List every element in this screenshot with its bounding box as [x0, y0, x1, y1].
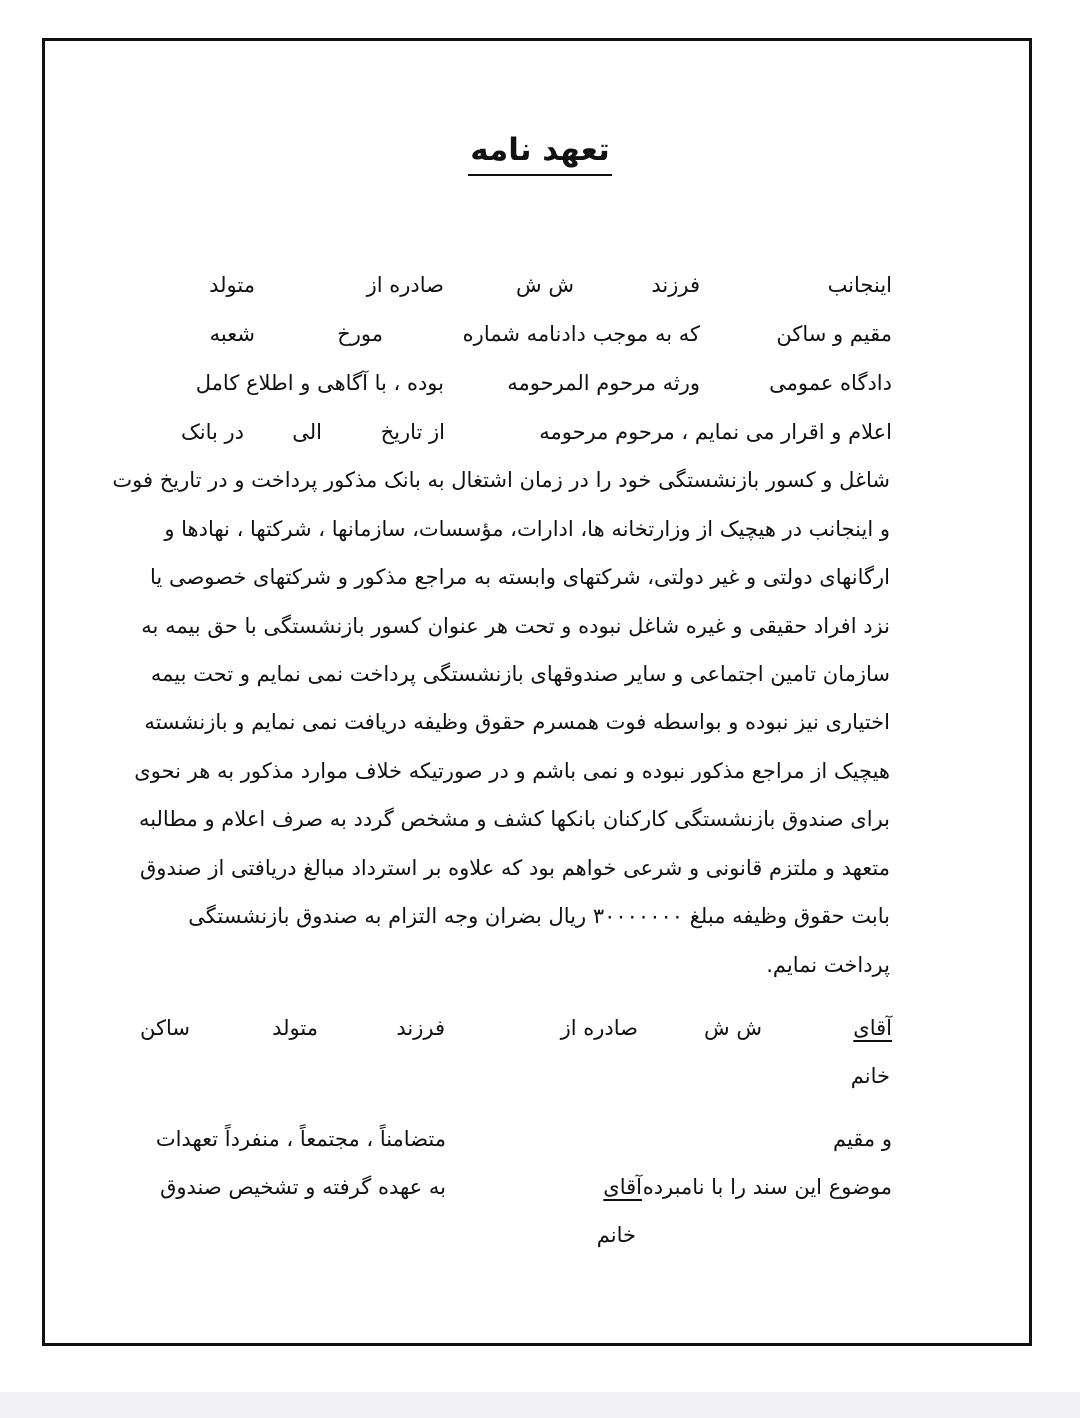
- word-agha-2: آقای: [603, 1175, 642, 1199]
- paragraph-line-6: و اینجانب در هیچیک از وزارتخانه ها، ادارات، مؤسسات، سازمانها ، شرکتها ، نهادها و: [164, 517, 890, 541]
- paragraph-line-15: پرداخت نمایم.: [766, 953, 890, 977]
- paragraph-line-14: بابت حقوق وظیفه مبلغ ۳۰۰۰۰۰۰۰ ریال بضران وجه التزام به صندوق بازنشستگی: [188, 904, 890, 928]
- word-shsh-2: ش ش: [704, 1016, 762, 1040]
- word-dar-bank: در بانک: [180, 420, 244, 444]
- word-sadereh-az: صادره از: [366, 273, 444, 297]
- word-farzand-2: فرزند: [396, 1016, 445, 1040]
- word-va-moghim: و مقیم: [832, 1127, 892, 1151]
- word-injaneb: اینجانب: [827, 273, 892, 297]
- word-az-tarikh: از تاریخ: [380, 420, 445, 444]
- word-saken: ساکن: [140, 1016, 190, 1040]
- word-agha: آقای: [853, 1016, 892, 1040]
- document-title: تعهد نامه: [0, 128, 1080, 176]
- word-shsh: ش ش: [516, 273, 574, 297]
- word-dadgah-omumi: دادگاه عمومی: [769, 371, 892, 395]
- word-khanom: خانم: [850, 1064, 890, 1088]
- word-budeh: بوده ، با آگاهی و اطلاع کامل: [195, 371, 444, 395]
- paragraph-line-7: ارگانهای دولتی و غیر دولتی، شرکتهای وابسته به مراجع مذکور و شرکتهای خصوصی یا: [150, 565, 890, 589]
- bottom-strip: [0, 1392, 1080, 1418]
- word-be-ohdeh: به عهده گرفته و تشخیص صندوق: [160, 1175, 446, 1199]
- word-dadnameh: که به موجب دادنامه شماره: [462, 322, 700, 346]
- word-sadereh-az-2: صادره از: [560, 1016, 638, 1040]
- paragraph-line-5: شاغل و کسور بازنشستگی خود را در زمان اشتغال به بانک مذکور پرداخت و در تاریخ فوت: [112, 468, 890, 492]
- word-moghim-saken: مقیم و ساکن: [776, 322, 892, 346]
- paragraph-line-8: نزد افراد حقیقی و غیره شاغل نبوده و تحت هر عنوان کسور بازنشستگی با حق بیمه به: [141, 614, 890, 638]
- word-motevaled: متولد: [209, 273, 255, 297]
- word-motazamenan: متضامناً ، مجتمعاً ، منفرداً تعهدات: [155, 1127, 446, 1151]
- word-farzand: فرزند: [651, 273, 700, 297]
- word-ela: الی: [292, 420, 322, 444]
- word-motevaled-2: متولد: [272, 1016, 318, 1040]
- paragraph-line-9: سازمان تامین اجتماعی و سایر صندوقهای بازنشستگی پرداخت نمی نمایم و تحت بیمه: [150, 662, 890, 686]
- word-varaseh: ورثه مرحوم المرحومه: [507, 371, 700, 395]
- paragraph-line-11: هیچیک از مراجع مذکور نبوده و نمی باشم و در صورتیکه خلاف موارد مذکور به هر نحوی: [134, 759, 890, 783]
- word-shobeh: شعبه: [209, 322, 255, 346]
- word-mozu-sanad: موضوع این سند را با نامبرده: [642, 1175, 892, 1199]
- paragraph-line-10: اختیاری نیز نبوده و بواسطه فوت همسرم حقوق وظیفه دریافت نمی نمایم و بازنشسته: [144, 710, 890, 734]
- paragraph-line-12: برای صندوق بازنشستگی کارکنان بانکها کشف و مشخص گردد به صرف اعلام و مطالبه: [138, 807, 890, 831]
- paragraph-line-13: متعهد و ملتزم قانونی و شرعی خواهم بود که علاوه بر استرداد مبالغ دریافتی از صندوق: [140, 856, 890, 880]
- word-movarrekh: مورخ: [337, 322, 383, 346]
- word-elam-eqrar: اعلام و اقرار می نمایم ، مرحوم مرحومه: [539, 420, 892, 444]
- word-khanom-2: خانم: [596, 1223, 636, 1247]
